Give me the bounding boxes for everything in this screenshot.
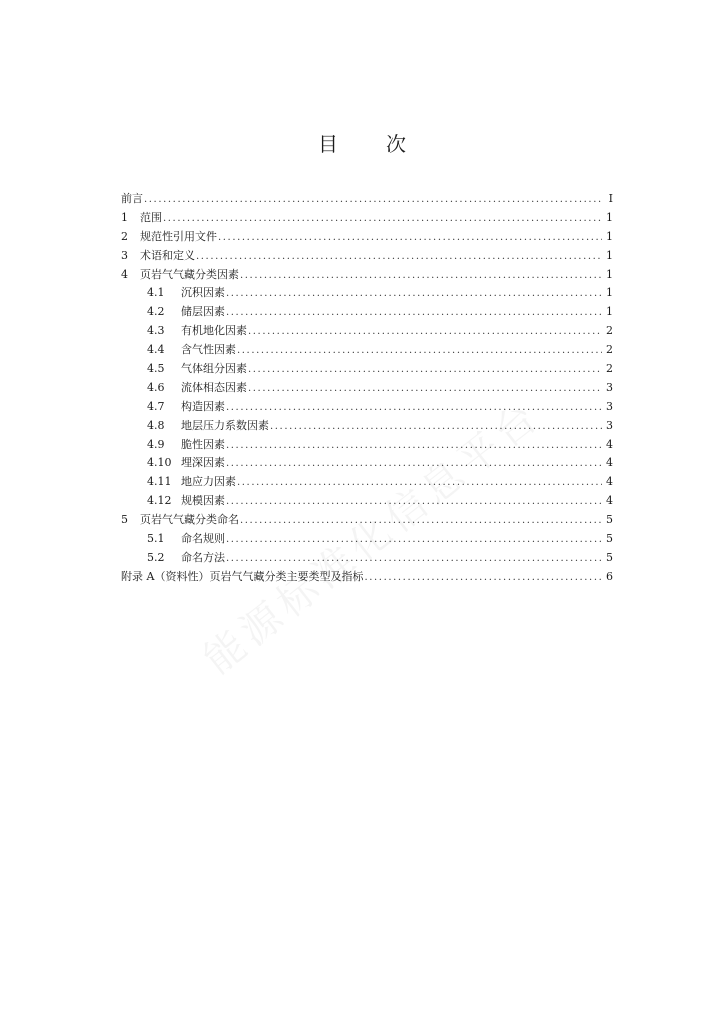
toc-entry-number: 1 (121, 210, 128, 224)
toc-entry-page: 3 (606, 399, 613, 413)
toc-entry-number: 4.11 (147, 475, 172, 489)
toc-entry-text: 命名方法 (181, 550, 225, 564)
leader-dots (248, 323, 602, 342)
toc-entry-5-1[interactable] (121, 530, 613, 549)
toc-entry-page: 5 (606, 513, 613, 527)
toc-entry-number: 4.8 (147, 418, 165, 432)
toc-entry-text: 气体组分因素 (181, 362, 247, 376)
toc-entry-page: 4 (606, 456, 613, 470)
leader-dots (226, 304, 602, 323)
toc-entry-page: 2 (606, 343, 613, 357)
leader-dots (248, 361, 602, 380)
leader-dots (270, 418, 602, 437)
toc-entry-text: 附录 A（资料性）页岩气气藏分类主要类型及指标 (121, 569, 364, 583)
toc-entry-number: 4 (121, 267, 128, 281)
toc-entry-number: 3 (121, 248, 128, 262)
toc-entry-text: 页岩气气藏分类因素 (140, 267, 239, 281)
toc-entry-4-3[interactable] (121, 322, 613, 341)
toc-entry-page: 1 (606, 210, 613, 224)
toc-entry-page: 5 (606, 532, 613, 546)
toc-entry-page: 2 (606, 324, 613, 338)
toc-entry-4-4[interactable] (121, 341, 613, 360)
toc-entry-page: 1 (606, 248, 613, 262)
toc-entry-4-12[interactable] (121, 492, 613, 511)
toc-entry-number: 4.10 (147, 456, 172, 470)
toc-entry-page: 1 (606, 305, 613, 319)
toc-entry-4-9[interactable] (121, 436, 613, 455)
toc-entry-number: 5.2 (147, 550, 165, 564)
toc-entry-text: 前言 (121, 192, 143, 205)
toc-entry-number: 5.1 (147, 532, 165, 546)
toc-entry-page: 3 (606, 418, 613, 432)
toc-entry-text: 脆性因素 (181, 437, 225, 451)
toc-entry-text: 含气性因素 (181, 343, 236, 357)
leader-dots (226, 399, 602, 418)
toc-entry-text: 规范性引用文件 (140, 229, 217, 243)
toc-entry-text: 范围 (140, 210, 162, 224)
toc-entry-page: 6 (606, 569, 613, 583)
toc-entry-text: 构造因素 (181, 399, 225, 413)
toc-entry-text: 页岩气气藏分类命名 (140, 513, 239, 527)
leader-dots (196, 248, 602, 267)
toc-entry-text: 规模因素 (181, 494, 225, 508)
toc-entry-page: 1 (606, 229, 613, 243)
toc-entry-number: 4.6 (147, 380, 165, 394)
toc-entry-text: 地层压力系数因素 (181, 418, 269, 432)
leader-dots (240, 512, 602, 531)
page-title: 目 次 (318, 132, 420, 156)
toc-entry-page: 4 (606, 437, 613, 451)
table-of-contents (121, 190, 613, 587)
toc-entry-4-5[interactable] (121, 360, 613, 379)
toc-entry-page: 4 (606, 494, 613, 508)
leader-dots (240, 267, 602, 286)
leader-dots (226, 437, 602, 456)
toc-entry-page: 5 (606, 550, 613, 564)
toc-entry-text: 埋深因素 (181, 456, 225, 470)
toc-entry-number: 4.9 (147, 437, 165, 451)
toc-entry-4-10[interactable] (121, 454, 613, 473)
toc-entry-number: 4.5 (147, 362, 165, 376)
toc-entry-number: 4.2 (147, 305, 165, 319)
toc-entry-page: 4 (606, 475, 613, 489)
toc-entry-page: I (608, 192, 613, 205)
toc-entry-text: 命名规则 (181, 532, 225, 546)
leader-dots (218, 229, 602, 248)
toc-entry-page: 1 (606, 286, 613, 300)
toc-entry-text: 术语和定义 (140, 248, 195, 262)
leader-dots (144, 191, 602, 210)
leader-dots (226, 550, 602, 569)
toc-entry-text: 沉积因素 (181, 286, 225, 300)
toc-entry-text: 有机地化因素 (181, 324, 247, 338)
toc-entry-page: 3 (606, 380, 613, 394)
toc-entry-number: 4.1 (147, 286, 165, 300)
toc-entry-appendix-a[interactable] (121, 568, 613, 587)
toc-entry-1[interactable] (121, 209, 613, 228)
toc-entry-4-11[interactable] (121, 473, 613, 492)
leader-dots (226, 285, 602, 304)
leader-dots (226, 455, 602, 474)
leader-dots (248, 380, 602, 399)
toc-entry-text: 储层因素 (181, 305, 225, 319)
toc-entry-text: 流体相态因素 (181, 380, 247, 394)
toc-entry-number: 2 (121, 229, 128, 243)
toc-entry-number: 4.7 (147, 399, 165, 413)
toc-entry-4-7[interactable] (121, 398, 613, 417)
leader-dots (237, 342, 602, 361)
toc-entry-foreword[interactable] (121, 190, 613, 209)
toc-entry-4-2[interactable] (121, 303, 613, 322)
toc-entry-4[interactable] (121, 266, 613, 285)
toc-entry-5[interactable] (121, 511, 613, 530)
toc-entry-2[interactable] (121, 228, 613, 247)
toc-entry-number: 5 (121, 513, 128, 527)
toc-entry-number: 4.3 (147, 324, 165, 338)
leader-dots (364, 569, 602, 588)
toc-entry-4-1[interactable] (121, 284, 613, 303)
toc-entry-page: 1 (606, 267, 613, 281)
toc-entry-3[interactable] (121, 247, 613, 266)
leader-dots (237, 474, 602, 493)
leader-dots (226, 493, 602, 512)
toc-entry-page: 2 (606, 362, 613, 376)
toc-entry-4-6[interactable] (121, 379, 613, 398)
leader-dots (163, 210, 602, 229)
toc-entry-text: 地应力因素 (181, 475, 236, 489)
toc-entry-5-2[interactable] (121, 549, 613, 568)
toc-entry-number: 4.12 (147, 494, 172, 508)
toc-entry-number: 4.4 (147, 343, 165, 357)
leader-dots (226, 531, 602, 550)
toc-entry-4-8[interactable] (121, 417, 613, 436)
